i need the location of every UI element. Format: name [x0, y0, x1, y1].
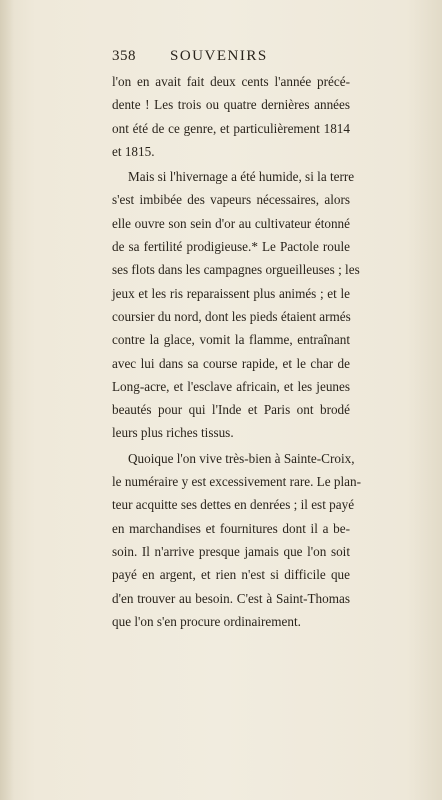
running-head: SOUVENIRS	[170, 48, 268, 64]
page-header	[112, 48, 352, 70]
text-line: d'en trouver au besoin. C'est à Saint-Thomas	[112, 590, 350, 606]
text-line: avec lui dans sa course rapide, et le char de	[112, 355, 350, 371]
text-line: leurs plus riches tissus.	[112, 425, 234, 441]
text-line: ses flots dans les campagnes orgueilleuses ; les	[112, 262, 360, 278]
body-text	[112, 70, 361, 633]
text-line: l'on en avait fait deux cents l'année précé-	[112, 74, 350, 89]
text-line: le numéraire y est excessivement rare. Le plan-	[112, 474, 361, 490]
page-number: 358	[112, 48, 136, 64]
text-line: et 1815.	[112, 143, 155, 159]
text-line: dente ! Les trois ou quatre dernières années	[112, 97, 350, 113]
page-spine-shadow	[0, 0, 14, 800]
text-line: Mais si l'hivernage a été humide, si la terre	[128, 169, 355, 185]
text-line: elle ouvre son sein d'or au cultivateur étonné	[112, 215, 350, 231]
text-line: coursier du nord, dont les pieds étaient armés	[112, 308, 351, 324]
text-line: ont été de ce genre, et particulièrement 1814	[112, 120, 350, 136]
text-line: en marchandises et fournitures dont il a be-	[112, 520, 350, 536]
text-line: de sa fertilité prodigieuse.* Le Pactole roule	[112, 239, 350, 255]
text-line: que l'on s'en procure ordinairement.	[112, 613, 301, 629]
text-line: teur acquitte ses dettes en denrées ; il est payé	[112, 497, 355, 513]
text-line: s'est imbibée des vapeurs nécessaires, alors	[112, 192, 350, 208]
text-line: soin. Il n'arrive presque jamais que l'on soit	[112, 543, 350, 559]
text-line: payé en argent, et rien n'est si difficile que	[112, 567, 350, 583]
text-line: beautés pour qui l'Inde et Paris ont brodé	[112, 402, 350, 418]
text-line: Quoique l'on vive très-bien à Sainte-Croix,	[128, 450, 355, 466]
text-line: jeux et les ris reparaissent plus animés ; et le	[112, 285, 350, 301]
text-line: contre la glace, vomit la flamme, entraînant	[112, 332, 350, 348]
text-line: Long-acre, et l'esclave africain, et les jeunes	[112, 378, 350, 394]
